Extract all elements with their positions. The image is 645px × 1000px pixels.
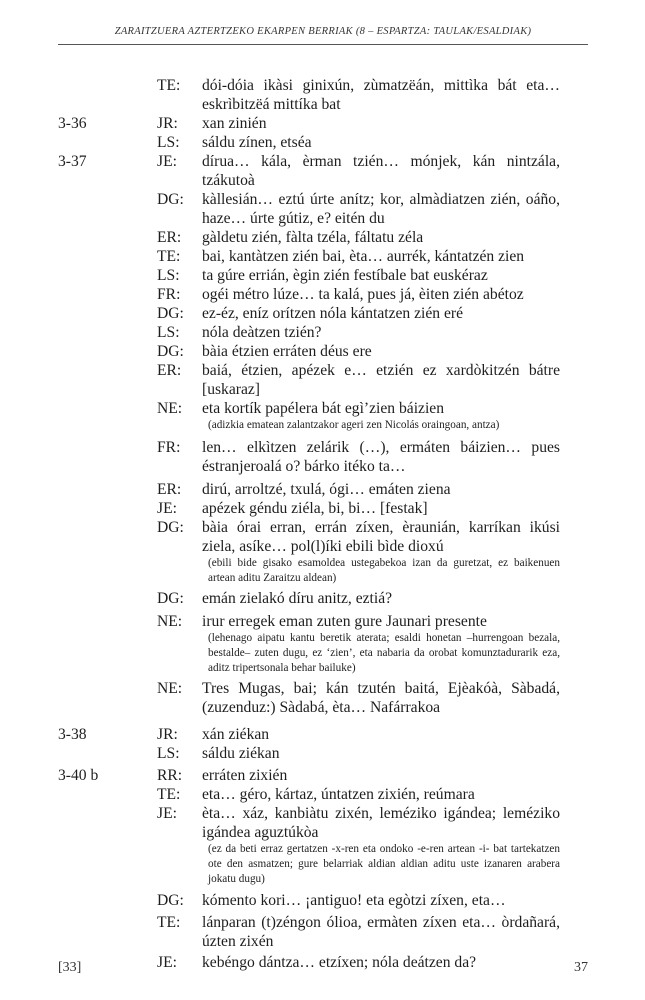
running-header: ZARAITZUERA AZTERTZEKO EKARPEN BERRIAK (8 – ESPARTZA: TAULAK/ESALDIAK): [114, 26, 532, 37]
transcript-row: [0, 913, 645, 951]
utterance-text: dírua… kála, èrman tzién… mónjek, kán nintzála, tzákutoà: [202, 153, 560, 189]
transcript-row: [0, 438, 645, 476]
transcript-row: [0, 953, 645, 972]
speaker-code: DG:: [157, 590, 184, 607]
speaker-code: ER:: [157, 229, 182, 246]
utterance-text: erráten zixién: [202, 767, 288, 784]
utterance-text: kebéngo dántza… etzíxen; nóla deátzen da?: [202, 954, 477, 971]
transcript-row: [0, 247, 645, 266]
example-ref: 3-37: [58, 153, 87, 170]
transcript-row: [0, 766, 645, 785]
transcript-row: [0, 76, 645, 114]
utterance-text: sáldu zínen, etséa: [202, 134, 312, 151]
utterance-text: len… elkìtzen zelárik (…), ermáten báizien… pues éstranjeroalá o? bárko itéko ta…: [202, 439, 560, 475]
utterance-text: apézek géndu ziéla, bi, bi… [festak]: [202, 500, 428, 517]
transcript-row: [0, 133, 645, 152]
transcript-row: [0, 152, 645, 190]
transcript-row: [0, 785, 645, 804]
speaker-code: NE:: [157, 613, 183, 630]
speaker-code: DG:: [157, 519, 184, 536]
transcript-row: [0, 323, 645, 342]
transcript-row: [0, 304, 645, 323]
transcript-row: [0, 725, 645, 744]
utterance-text: dói-dóia ikàsi ginixún, zùmatzëán, mittìka bát eta… eskrìbitzëá mittíka bat: [202, 77, 560, 113]
utterance-text: gàldetu zién, fàlta tzéla, fáltatu zéla: [202, 229, 424, 246]
speaker-code: FR:: [157, 439, 181, 456]
utterance-text: dirú, arroltzé, txulá, ógi… emáten ziena: [202, 481, 451, 498]
transcript-row: [0, 190, 645, 228]
utterance-text: emán zielakó díru anitz, eztiá?: [202, 590, 393, 607]
utterance-text: kómento kori… ¡antiguo! eta egòtzi zíxen, eta…: [202, 892, 506, 909]
speaker-code: JR:: [157, 726, 178, 743]
example-ref: 3-36: [58, 115, 87, 132]
speaker-code: TE:: [157, 914, 181, 931]
transcript-row: [0, 480, 645, 499]
speaker-code: FR:: [157, 286, 181, 303]
utterance-text: ez-éz, eníz orítzen nóla kántatzen zién eré: [202, 305, 464, 322]
transcript-row: [0, 518, 645, 586]
utterance-text: bàia étzien erráten déus ere: [202, 343, 372, 360]
transcript-row: [0, 589, 645, 608]
example-ref: 3-38: [58, 726, 87, 743]
transcript-row: [0, 399, 645, 433]
transcript-row: [0, 612, 645, 676]
transcript-row: [0, 342, 645, 361]
transcript-row: [0, 744, 645, 763]
utterance-text: xán ziékan: [202, 726, 270, 743]
transcript-row: [0, 228, 645, 247]
editorial-note: (adizkia ematean zalantzakor ageri zen Nicolás oraingoan, antza): [208, 419, 500, 431]
speaker-code: LS:: [157, 745, 180, 762]
speaker-code: DG:: [157, 305, 184, 322]
speaker-code: NE:: [157, 400, 183, 417]
speaker-code: NE:: [157, 680, 183, 697]
transcript-row: [0, 361, 645, 399]
transcript-row: [0, 499, 645, 518]
utterance-text: Tres Mugas, bai; kán tzutén baitá, Ejèakóà, Sàbadá, (zuzenduz:) Sàdabá, èta… Nafárrakoa: [202, 680, 560, 716]
editorial-note: (lehenago aipatu kantu beretik aterata; esaldi honetan –hurrengoan bezala, bestalde– zuten dugu, ez ‘zien’, eta nabaria da orobat komunztadurarik eza, aditz tripertsonala behar bailuke): [208, 632, 560, 674]
speaker-code: JR:: [157, 115, 178, 132]
example-ref: 3-40 b: [58, 767, 99, 784]
utterance-text: bai, kantàtzen zién bai, èta… aurrék, kántatzén zien: [202, 248, 525, 265]
utterance-text: kàllesián… eztú úrte anítz; kor, almàdiatzen zién, oáño, haze… úrte gútiz, e? eitén du: [202, 191, 560, 227]
utterance-text: èta… xáz, kanbiàtu zixén, leméziko igándea; leméziko igándea aguztúkòa: [202, 805, 560, 841]
editorial-note: (ebili bide gisako esamoldea ustegabekoa izan da guretzat, ez baikenuen artean aditu Zaraitzu aldean): [208, 557, 560, 584]
speaker-code: LS:: [157, 267, 180, 284]
speaker-code: JE:: [157, 805, 177, 822]
page-number: 37: [574, 960, 588, 975]
transcript-body: [0, 76, 645, 972]
speaker-code: LS:: [157, 324, 180, 341]
utterance-text: irur erregek eman zuten gure Jaunari presente: [202, 613, 487, 630]
utterance-text: eta kortík papélera bát egì’zien báizien: [202, 400, 445, 417]
transcript-row: [0, 285, 645, 304]
speaker-code: LS:: [157, 134, 180, 151]
transcript-row: [0, 266, 645, 285]
transcript-row: [0, 114, 645, 133]
utterance-text: eta… géro, kártaz, úntatzen zixién, reúmara: [202, 786, 475, 803]
speaker-code: DG:: [157, 191, 184, 208]
transcript-row: [0, 891, 645, 910]
utterance-text: bàia órai erran, errán zíxen, èraunián, karríkan ikúsi ziela, asíke… pol(l)íki ebili bìde dioxú: [202, 519, 560, 555]
utterance-text: ta gúre errián, ègin zién festíbale bat euskéraz: [202, 267, 488, 284]
speaker-code: ER:: [157, 362, 182, 379]
transcript-row: [0, 804, 645, 887]
speaker-code: TE:: [157, 786, 181, 803]
speaker-code: ER:: [157, 481, 182, 498]
speaker-code: JE:: [157, 954, 177, 971]
speaker-code: RR:: [157, 767, 183, 784]
speaker-code: DG:: [157, 343, 184, 360]
speaker-code: TE:: [157, 77, 181, 94]
section-marker: [33]: [58, 960, 82, 975]
utterance-text: baiá, étzien, apézek e… etzién ez xardòkitzén bátre [uskaraz]: [202, 362, 560, 398]
speaker-code: DG:: [157, 892, 184, 909]
transcript-row: [0, 679, 645, 717]
utterance-text: nóla deàtzen tzién?: [202, 324, 322, 341]
utterance-text: xan zinién: [202, 115, 267, 132]
speaker-code: JE:: [157, 500, 177, 517]
speaker-code: TE:: [157, 248, 181, 265]
utterance-text: sáldu ziékan: [202, 745, 280, 762]
header-rule: [58, 44, 588, 45]
utterance-text: ogéi métro lúze… ta kalá, pues já, èiten zién abétoz: [202, 286, 524, 303]
utterance-text: lánparan (t)zéngon ólioa, ermàten zíxen eta… òrdañará, úzten zixén: [202, 914, 560, 950]
speaker-code: JE:: [157, 153, 177, 170]
editorial-note: (ez da beti erraz gertatzen -x-ren eta ondoko -e-ren artean -i- bat tartekatzen ote den asmatzen; gure belarriak aldian aldian aditu uste izanaren arabera jokatu dugu): [208, 843, 560, 885]
